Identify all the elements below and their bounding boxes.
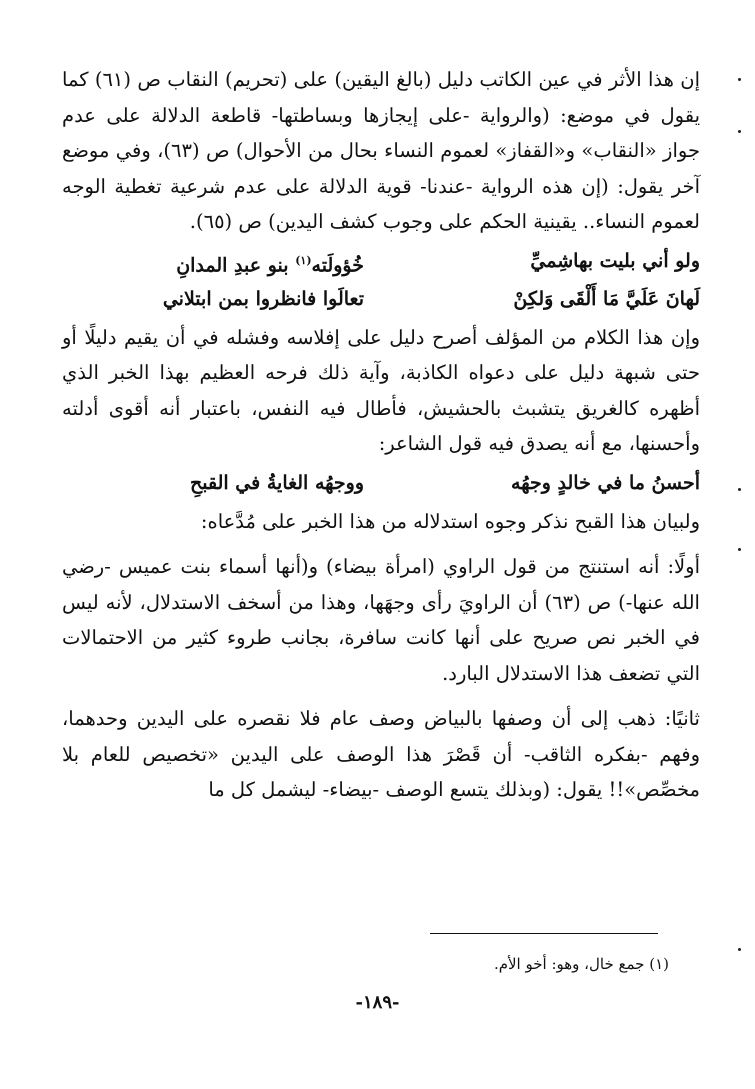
scan-speck (738, 130, 741, 133)
footnote-ref: (١) (295, 253, 312, 267)
verse-1-end: بنو عبدِ المدانِ (176, 253, 289, 276)
verse-2-second-hemistich: تعالَوا فانظروا بمن ابتلاني (162, 287, 364, 310)
page-body (62, 62, 700, 808)
verse-2-first-hemistich: لَهانَ عَلَيَّ مَا أَلْقَى وَلكِنْ (513, 287, 700, 310)
paragraph-2: وإن هذا الكلام من المؤلف أصرح دليل على إفلاسه وفشله في أن يقيم دليلًا أو حتى شبهة دليل على دعواه الكاذبة، وآية ذلك فرحه العظيم بهذا الخبر الذي أظهره كالغريق يتشبث بالحشيش، فأطال فيه النفس، باعتبار أنه أقوى أدلته وأحسنها، مع أنه يصدق فيه قول الشاعر: (62, 325, 700, 456)
verse-1-second-hemistich (62, 244, 364, 282)
poem-verses-1 (62, 244, 700, 316)
footnote: (١) جمع خال، وهو: أخو الأم. (493, 955, 669, 973)
paragraph-5: ثانيًا: ذهب إلى أن وصفها بالبياض وصف عام فلا نقصره على اليدين وحدهما، وفهم -بفكره الثاقب- أن قَصْرَ هذا الوصف على اليدين «تخصيص للعام بلا مخصِّص»!! يقول: (وبذلك يتسع الوصف -بيضاء- ليشمل كل ما (62, 707, 700, 802)
paragraph-4: أولًا: أنه استنتج من قول الراوي (امرأة بيضاء) و(أنها أسماء بنت عميس -رضي الله عنها-) ص (٦٣) أن الراويَ رأى وجهَها، وهذا من أسخف الاستدلال، لأنه ليس في الخبر نص صريح على أنها كانت سافرة، بجانب طروء كثير من الاحتمالات التي تضعف هذا الاستدلال البارد. (62, 555, 700, 685)
verse-3-second-hemistich: ووجهُه الغايةُ في القبحِ (190, 471, 364, 494)
paragraph-1: إن هذا الأثر في عين الكاتب دليل (بالغ اليقين) على (تحريم) النقاب ص (٦١) كما يقول في موضع: (والرواية -على إيجازها وبساطتها- قاطعة الدلالة على عدم جواز «النقاب» و«القفاز» لعموم النساء بحال من الأحوال) ص (٦٣)، وفي موضع آخر يقول: (إن هذه الرواية -عندنا- قوية الدلالة على عدم شرعية تغطية الوجه لعموم النساء.. يقينية الحكم على وجوب كشف اليدين) ص (٦٥). (62, 68, 701, 233)
scan-speck (738, 548, 741, 551)
scan-speck (738, 78, 741, 81)
footnote-divider (430, 933, 658, 934)
scan-speck (738, 488, 741, 491)
verse-1-word: خُؤولَته (311, 253, 364, 276)
verse-3-first-hemistich: أحسنُ ما في خالدٍ وجهُه (511, 471, 700, 494)
verse-1-first-hemistich: ولو أني بليت بهاشِميِّ (530, 249, 700, 272)
scan-speck (738, 948, 741, 951)
page-number: -١٨٩- (355, 992, 400, 1013)
poem-verses-2 (62, 466, 700, 500)
paragraph-3: ولبيان هذا القبح نذكر وجوه استدلاله من هذا الخبر على مُدَّعاه: (200, 509, 700, 533)
